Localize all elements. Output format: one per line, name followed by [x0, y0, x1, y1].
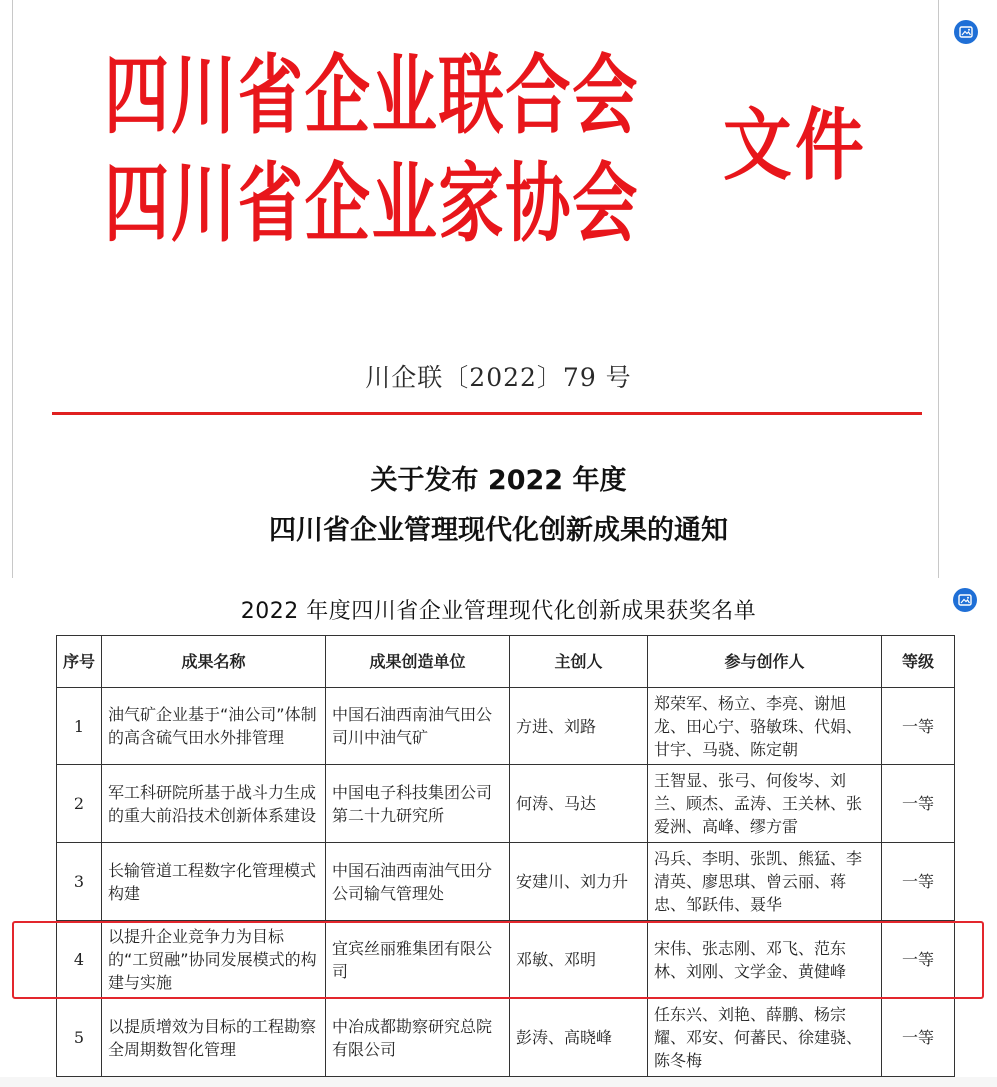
cell-serial: 1: [57, 688, 102, 765]
cell-grade: 一等: [882, 921, 955, 999]
cell-grade: 一等: [882, 843, 955, 921]
cell-serial: 5: [57, 999, 102, 1077]
table-row: [57, 688, 955, 765]
cell-serial: 2: [57, 765, 102, 843]
table-row: [57, 999, 955, 1077]
cell-achievement-name: 油气矿企业基于“油公司”体制的高含硫气田水外排管理: [102, 688, 326, 765]
cell-grade: 一等: [882, 999, 955, 1077]
cell-lead-creator: 方进、刘路: [510, 688, 648, 765]
cell-participants: 王智显、张弓、何俊岑、刘兰、顾杰、孟涛、王关林、张爱洲、高峰、缪方雷: [648, 765, 882, 843]
cell-achievement-name: 以提质增效为目标的工程勘察全周期数智化管理: [102, 999, 326, 1077]
image-translate-icon[interactable]: [954, 20, 978, 44]
cell-achievement-name: 以提升企业竞争力为目标的“工贸融”协同发展模式的构建与实施: [102, 921, 326, 999]
cell-serial: 3: [57, 843, 102, 921]
header-grade: 等级: [882, 636, 955, 688]
cell-participants: 郑荣军、杨立、李亮、谢旭龙、田心宁、骆敏珠、代娟、甘宇、马骁、陈定朝: [648, 688, 882, 765]
cell-creating-unit: 中国石油西南油气田公司川中油气矿: [326, 688, 510, 765]
cell-creating-unit: 中国电子科技集团公司第二十九研究所: [326, 765, 510, 843]
table-row: [57, 921, 955, 999]
table-row: [57, 843, 955, 921]
cell-achievement-name: 长输管道工程数字化管理模式构建: [102, 843, 326, 921]
page-bottom-edge: [0, 1077, 997, 1087]
cell-creating-unit: 宜宾丝丽雅集团有限公司: [326, 921, 510, 999]
header-lead-creator: 主创人: [510, 636, 648, 688]
issuing-organizations: [104, 42, 808, 258]
notice-title-line-1: 关于发布 2022 年度: [370, 465, 627, 496]
cell-lead-creator: 彭涛、高晓峰: [510, 999, 648, 1077]
cell-participants: 宋伟、张志刚、邓飞、范东林、刘刚、文学金、黄健峰: [648, 921, 882, 999]
org-name-2: 四川省企业家协会: [104, 154, 640, 254]
header-creating-unit: 成果创造单位: [326, 636, 510, 688]
header-serial: 序号: [57, 636, 102, 688]
file-label: 文件: [723, 101, 868, 191]
document-number: 川企联〔2022〕79 号: [365, 363, 632, 392]
red-separator-line: [52, 412, 922, 415]
award-list-title: 2022 年度四川省企业管理现代化创新成果获奖名单: [240, 599, 757, 624]
table-row: [57, 765, 955, 843]
cell-lead-creator: 何涛、马达: [510, 765, 648, 843]
award-list-table: [56, 635, 955, 1077]
cell-grade: 一等: [882, 688, 955, 765]
cell-creating-unit: 中冶成都勘察研究总院有限公司: [326, 999, 510, 1077]
cell-participants: 冯兵、李明、张凯、熊猛、李清英、廖思琪、曾云丽、蒋忠、邹跃伟、聂华: [648, 843, 882, 921]
header-participants: 参与创作人: [648, 636, 882, 688]
cell-lead-creator: 邓敏、邓明: [510, 921, 648, 999]
header-achievement-name: 成果名称: [102, 636, 326, 688]
cell-participants: 任东兴、刘艳、薛鹏、杨宗耀、邓安、何蕃民、徐建骁、陈冬梅: [648, 999, 882, 1077]
notice-title-line-2: 四川省企业管理现代化创新成果的通知: [269, 515, 728, 546]
org-name-1: 四川省企业联合会: [104, 46, 640, 146]
table-header-row: [57, 636, 955, 688]
cell-serial: 4: [57, 921, 102, 999]
cell-grade: 一等: [882, 765, 955, 843]
cell-achievement-name: 军工科研院所基于战斗力生成的重大前沿技术创新体系建设: [102, 765, 326, 843]
cell-creating-unit: 中国石油西南油气田分公司输气管理处: [326, 843, 510, 921]
cell-lead-creator: 安建川、刘力升: [510, 843, 648, 921]
